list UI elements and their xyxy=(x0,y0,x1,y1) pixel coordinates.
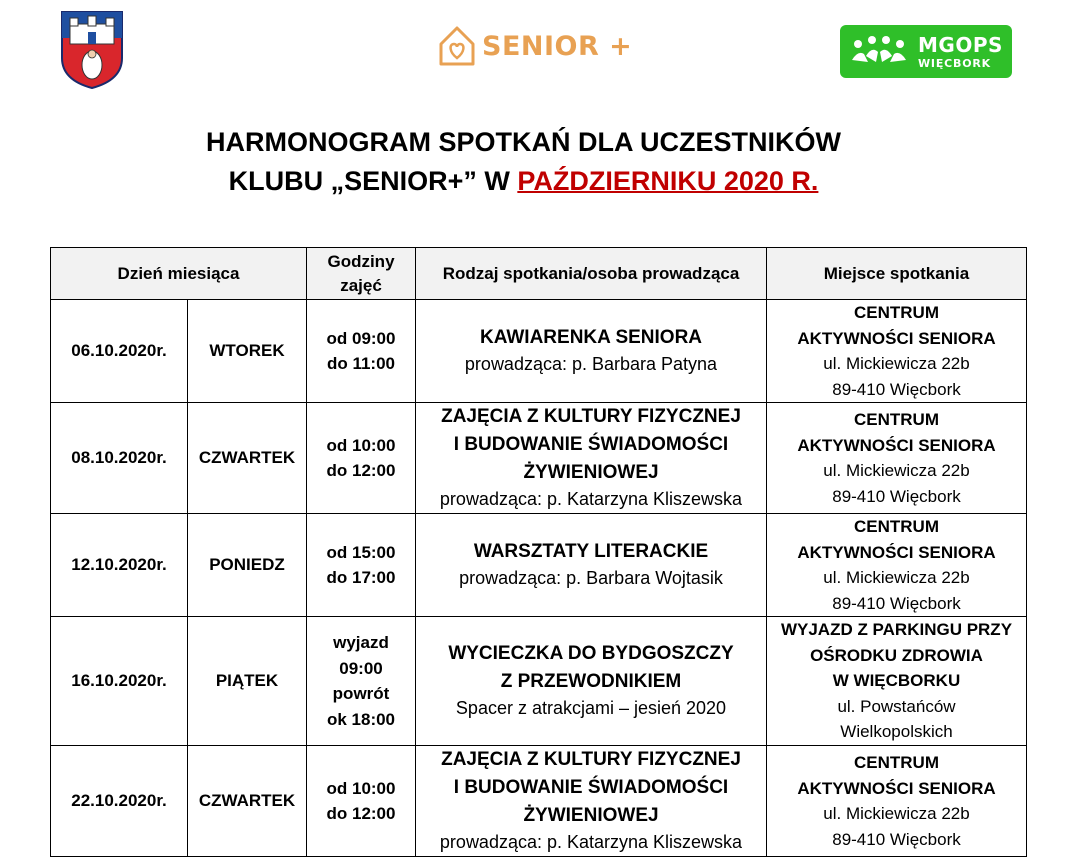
hours-line: wyjazd xyxy=(333,633,389,652)
hours-cell xyxy=(307,300,416,403)
place-cell xyxy=(767,403,1027,514)
place-address-line: ul. Mickiewicza 22b xyxy=(823,804,970,823)
hours-line: od 15:00 xyxy=(326,542,396,562)
place-bold-line: AKTYWNOŚCI SENIORA xyxy=(797,328,996,348)
place-address-line: Wielkopolskich xyxy=(840,722,953,742)
activity-cell xyxy=(416,403,767,514)
table-header-row xyxy=(51,248,1027,300)
title-line-2 xyxy=(0,162,1047,201)
place-bold-line: W WIĘCBORKU xyxy=(832,671,961,691)
header-type: Rodzaj spotkania/osoba prowadząca xyxy=(416,248,767,300)
header-place: Miejsce spotkania xyxy=(767,248,1027,300)
activity-title-line: Z PRZEWODNIKIEM xyxy=(500,671,682,693)
activity-title-line: ZAJĘCIA Z KULTURY FIZYCZNEJ xyxy=(441,406,741,428)
header-hours: Godziny zajęć xyxy=(307,248,416,300)
place-bold-line: WYJAZD Z PARKINGU PRZY xyxy=(780,620,1013,640)
place-bold-line: AKTYWNOŚCI SENIORA xyxy=(797,778,996,798)
place-address-line: 89-410 Więcbork xyxy=(832,379,961,399)
activity-title-line: ŻYWIENIOWEJ xyxy=(523,462,659,484)
table-row xyxy=(51,403,1027,514)
hours-line: powrót xyxy=(332,684,390,703)
place-address-line: ul. Powstańców xyxy=(837,696,956,716)
date-cell: 16.10.2020r. xyxy=(51,617,188,746)
weekday-cell: CZWARTEK xyxy=(188,746,307,857)
hours-cell xyxy=(307,514,416,617)
table-row xyxy=(51,746,1027,857)
table-row xyxy=(51,514,1027,617)
activity-leader: prowadząca: p. Barbara Patyna xyxy=(464,354,718,375)
place-address-line: 89-410 Więcbork xyxy=(832,593,961,613)
hours-line: do 17:00 xyxy=(326,568,396,587)
hours-line: od 09:00 xyxy=(326,328,396,348)
mgops-title: MGOPS xyxy=(918,32,1003,57)
hours-line: do 12:00 xyxy=(326,804,396,823)
place-bold-line: AKTYWNOŚCI SENIORA xyxy=(797,435,996,455)
activity-cell xyxy=(416,746,767,857)
hours-cell xyxy=(307,403,416,514)
hours-cell xyxy=(307,617,416,746)
activity-title-line: ŻYWIENIOWEJ xyxy=(523,805,659,827)
senior-logo-text: SENIOR + xyxy=(482,30,633,62)
place-cell xyxy=(767,300,1027,403)
place-bold-line: CENTRUM xyxy=(854,753,939,772)
page-title xyxy=(0,123,1047,201)
title-line-1: HARMONOGRAM SPOTKAŃ DLA UCZESTNIKÓW xyxy=(206,127,841,157)
activity-title-line: I BUDOWANIE ŚWIADOMOŚCI xyxy=(453,777,729,799)
place-bold-line: OŚRODKU ZDROWIA xyxy=(810,645,983,665)
activity-title-line: WARSZTATY LITERACKIE xyxy=(473,541,709,563)
date-cell: 22.10.2020r. xyxy=(51,746,188,857)
place-bold-line: AKTYWNOŚCI SENIORA xyxy=(797,542,996,562)
town-coat-of-arms-icon xyxy=(60,10,124,90)
hours-line: do 12:00 xyxy=(326,461,396,480)
house-heart-icon xyxy=(437,24,477,68)
table-row xyxy=(51,300,1027,403)
place-cell xyxy=(767,617,1027,746)
weekday-cell: CZWARTEK xyxy=(188,403,307,514)
mgops-subtitle: WIĘCBORK xyxy=(918,56,991,70)
date-cell: 06.10.2020r. xyxy=(51,300,188,403)
title-month-highlight: PAŹDZIERNIKU 2020 R. xyxy=(517,166,819,196)
place-bold-line: CENTRUM xyxy=(854,517,939,536)
place-bold-line: CENTRUM xyxy=(854,410,939,429)
senior-plus-logo xyxy=(437,22,632,70)
activity-leader: prowadząca: p. Barbara Wojtasik xyxy=(459,568,723,589)
hours-line: od 10:00 xyxy=(326,435,396,455)
activity-leader: prowadząca: p. Katarzyna Kliszewska xyxy=(439,832,743,853)
mgops-logo xyxy=(840,25,1012,78)
activity-leader: Spacer z atrakcjami – jesień 2020 xyxy=(455,698,727,719)
activity-leader: prowadząca: p. Katarzyna Kliszewska xyxy=(439,489,743,510)
activity-cell xyxy=(416,300,767,403)
activity-cell xyxy=(416,514,767,617)
hours-line: do 11:00 xyxy=(326,354,396,373)
title-line-2-prefix: KLUBU „SENIOR+” W xyxy=(228,166,518,196)
place-address-line: ul. Mickiewicza 22b xyxy=(823,568,970,587)
weekday-cell: PIĄTEK xyxy=(188,617,307,746)
hours-line: 09:00 xyxy=(339,658,383,678)
activity-title-line: ZAJĘCIA Z KULTURY FIZYCZNEJ xyxy=(441,749,741,771)
place-cell xyxy=(767,746,1027,857)
date-cell: 12.10.2020r. xyxy=(51,514,188,617)
people-group-icon xyxy=(848,32,910,72)
weekday-cell: WTOREK xyxy=(188,300,307,403)
place-cell xyxy=(767,514,1027,617)
hours-line: ok 18:00 xyxy=(326,709,396,729)
activity-title-line: WYCIECZKA DO BYDGOSZCZY xyxy=(448,643,734,665)
weekday-cell: PONIEDZ xyxy=(188,514,307,617)
hours-line: od 10:00 xyxy=(326,778,396,798)
schedule-table xyxy=(50,247,1027,857)
activity-title-line: I BUDOWANIE ŚWIADOMOŚCI xyxy=(453,434,729,456)
place-address-line: 89-410 Więcbork xyxy=(832,486,961,506)
header-day: Dzień miesiąca xyxy=(51,248,307,300)
hours-cell xyxy=(307,746,416,857)
place-address-line: 89-410 Więcbork xyxy=(832,829,961,849)
activity-cell xyxy=(416,617,767,746)
place-address-line: ul. Mickiewicza 22b xyxy=(823,354,970,373)
date-cell: 08.10.2020r. xyxy=(51,403,188,514)
activity-title-line: KAWIARENKA SENIORA xyxy=(479,327,703,349)
table-row xyxy=(51,617,1027,746)
place-bold-line: CENTRUM xyxy=(854,303,939,322)
place-address-line: ul. Mickiewicza 22b xyxy=(823,461,970,480)
